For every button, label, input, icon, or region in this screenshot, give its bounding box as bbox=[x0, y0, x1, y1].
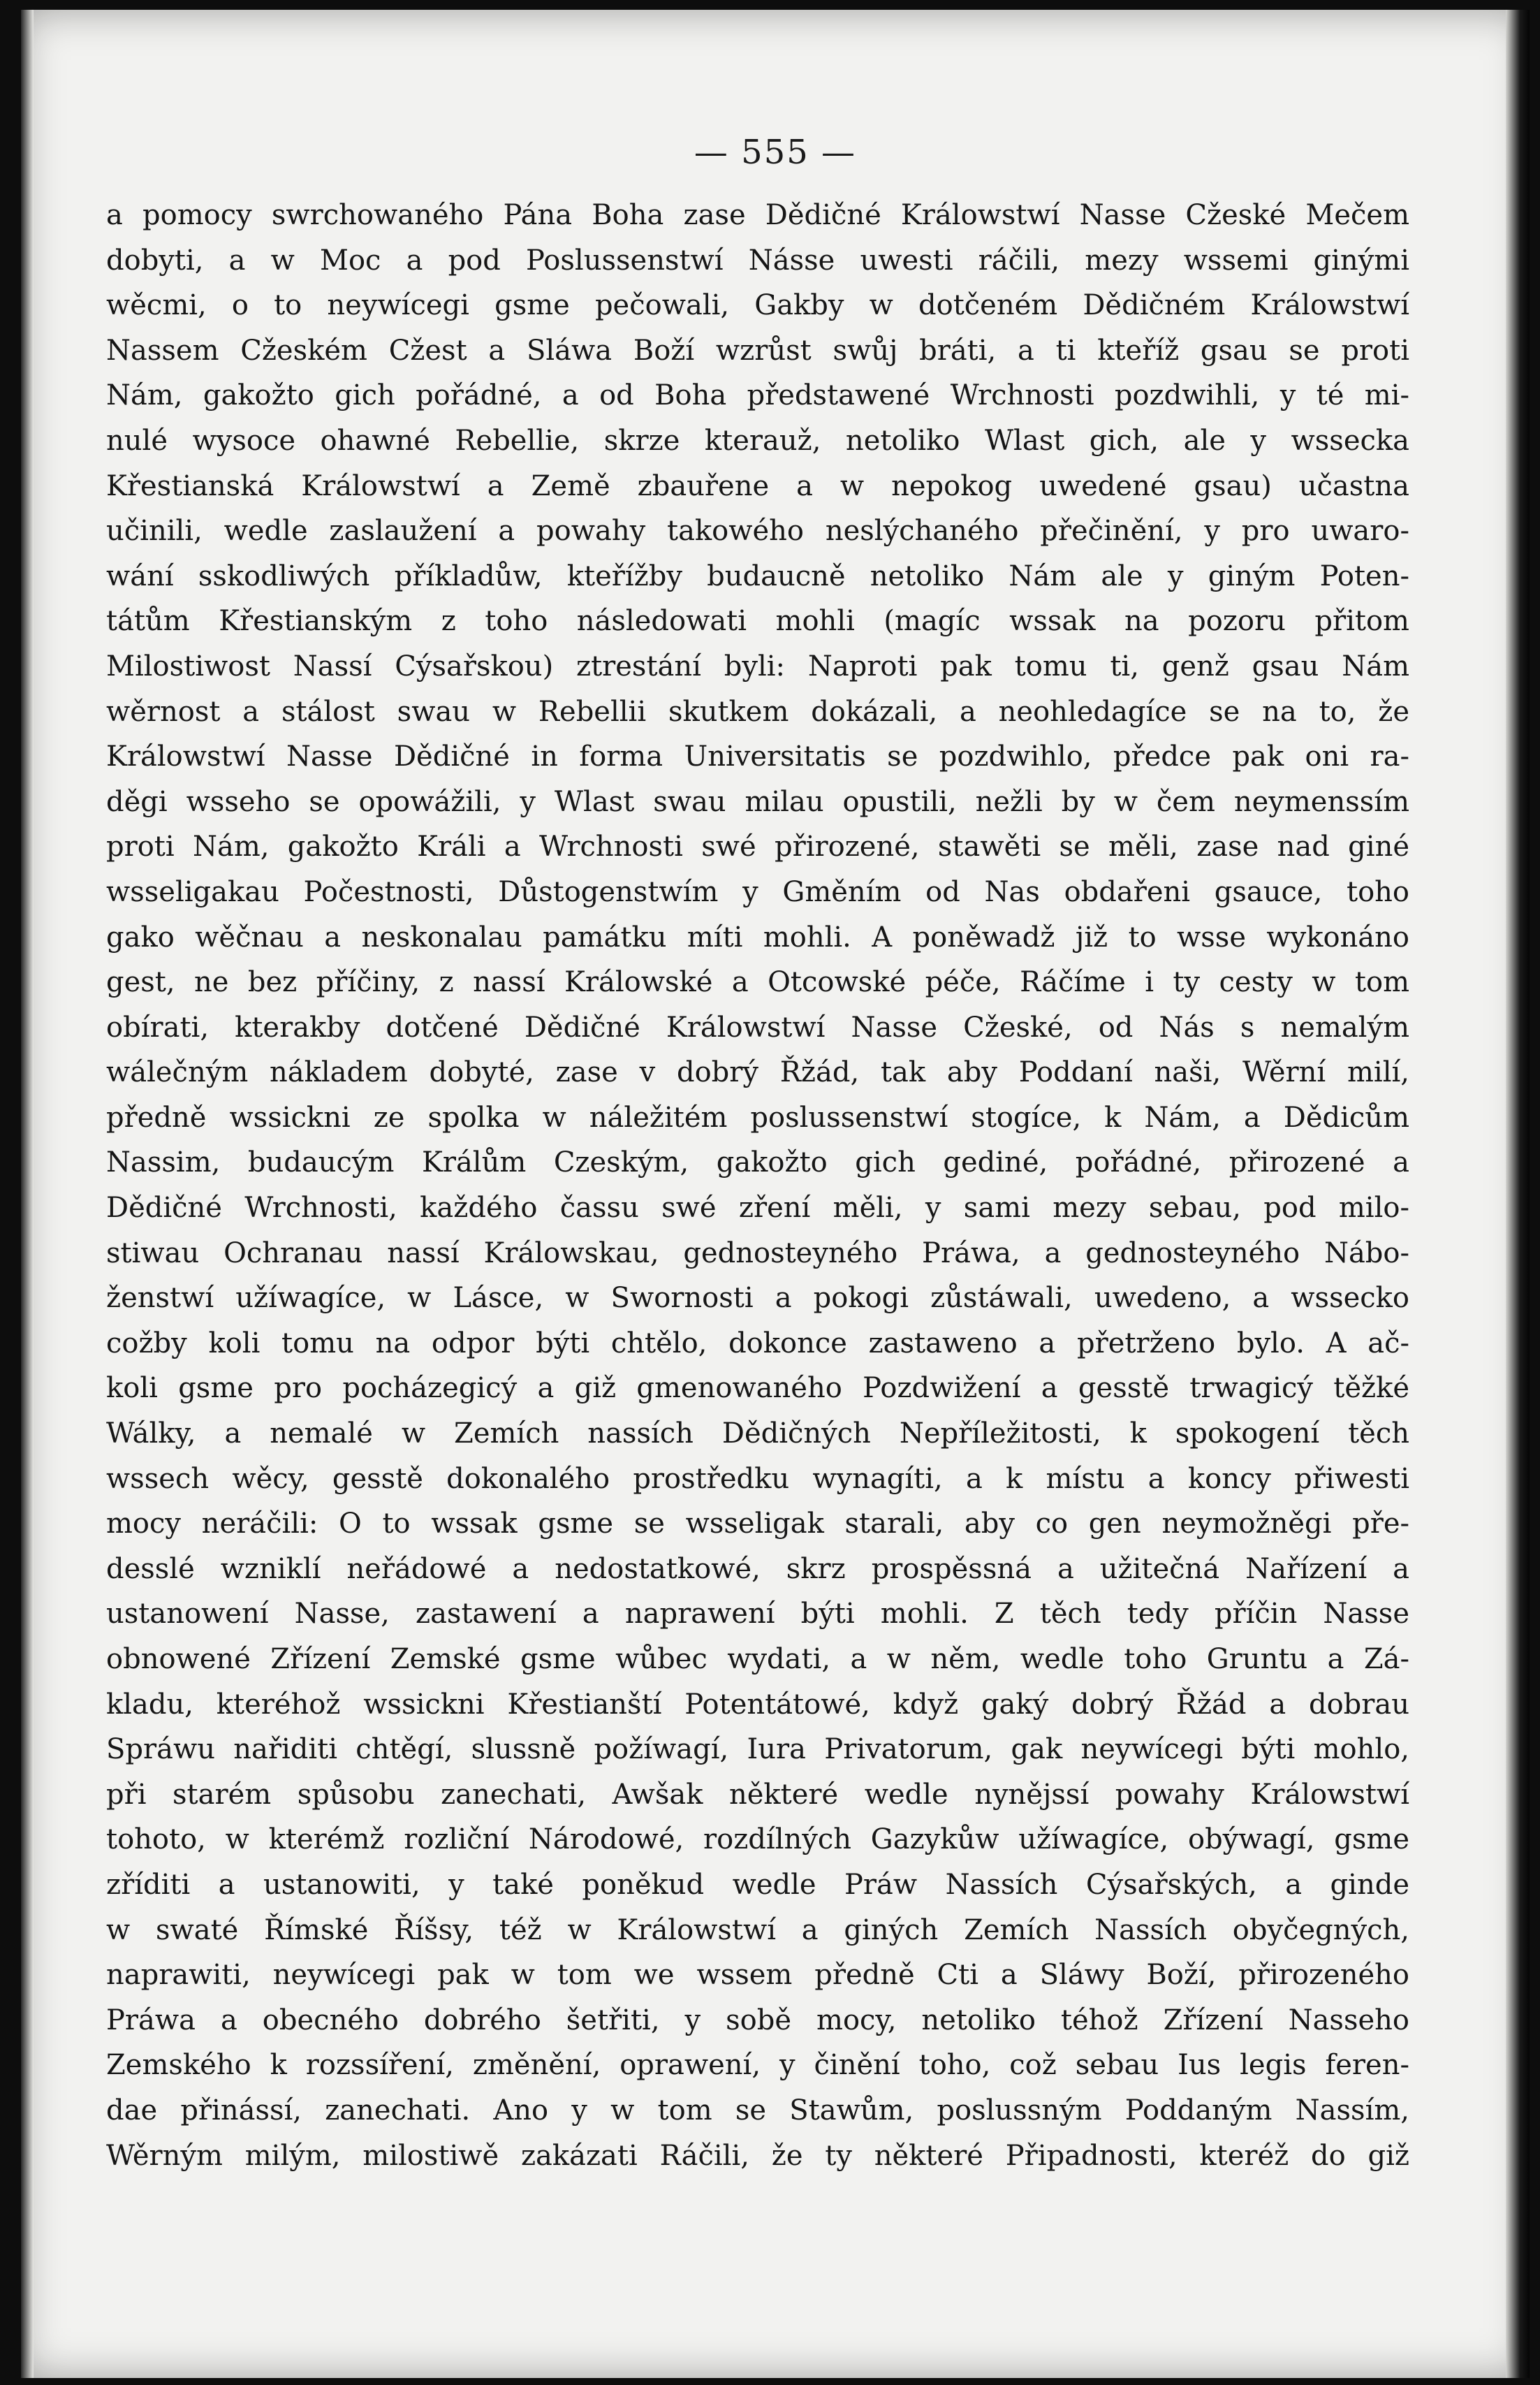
text-line: kladu, kteréhož wssickni Křestianští Potentátowé, když gaký dobrý Řžád a dobrau bbox=[106, 1688, 1409, 1721]
text-line: wssech wěcy, gesstě dokonalého prostředku wynagíti, a k místu a koncy přiwesti bbox=[106, 1462, 1409, 1495]
text-line: wěcmi, o to neywícegi gsme pečowali, Gakby w dotčeném Dědičném Králowstwí bbox=[106, 289, 1409, 322]
text-line: wálečným nákladem dobyté, zase v dobrý Řžád, tak aby Poddaní naši, Wěrní milí, bbox=[106, 1056, 1409, 1089]
text-line: Nám, gakožto gich pořádné, a od Boha předstawené Wrchnosti pozdwihli, y té mi- bbox=[106, 379, 1409, 412]
text-line: a pomocy swrchowaného Pána Boha zase Dědičné Králowstwí Nasse Cžeské Mečem bbox=[106, 199, 1409, 231]
text-line: cožby koli tomu na odpor býti chtělo, dokonce zastaweno a přetrženo bylo. A ač- bbox=[106, 1327, 1409, 1359]
text-line: proti Nám, gakožto Králi a Wrchnosti swé přirozené, stawěti se měli, zase nad giné bbox=[106, 831, 1409, 863]
text-line: tátům Křestianským z toho následowati mohli (magíc wssak na pozoru přitom bbox=[106, 605, 1409, 638]
text-line: Milostiwost Nassí Cýsařskou) ztrestání byli: Naproti pak tomu ti, genž gsau Nám bbox=[106, 650, 1409, 683]
text-line: zříditi a ustanowiti, y také poněkud wedle Práw Nassích Cýsařských, a ginde bbox=[106, 1868, 1409, 1901]
body-text bbox=[106, 193, 1409, 2178]
text-line: dae přinássí, zanechati. Ano y w tom se Stawům, poslussným Poddaným Nassím, bbox=[106, 2094, 1409, 2127]
text-line: Wálky, a nemalé w Zemích nassích Dědičných Nepříležitosti, k spokogení těch bbox=[106, 1417, 1409, 1450]
text-line: Zemského k rozssíření, změnění, oprawení, y činění toho, což sebau Ius legis feren- bbox=[106, 2049, 1409, 2082]
text-line: naprawiti, neywícegi pak w tom we wssem předně Cti a Sláwy Boží, přirozeného bbox=[106, 1959, 1409, 1992]
text-line: w swaté Římské Říšsy, též w Králowstwí a giných Zemích Nassích obyčegných, bbox=[106, 1913, 1409, 1946]
text-line: ustanowení Nasse, zastawení a naprawení býti mohli. Z těch tedy příčin Nasse bbox=[106, 1598, 1409, 1631]
document-page bbox=[21, 10, 1530, 2378]
text-line: Králowstwí Nasse Dědičné in forma Universitatis se pozdwihlo, předce pak oni ra- bbox=[106, 741, 1409, 773]
text-line: gako wěčnau a neskonalau památku míti mohli. A poněwadž již to wsse wykonáno bbox=[106, 921, 1409, 954]
text-line: děgi wsseho se opowážili, y Wlast swau milau opustili, nežli by w čem neymenssím bbox=[106, 785, 1409, 818]
text-line: desslé wzniklí neřádowé a nedostatkowé, skrz prospěssná a užitečná Nařízení a bbox=[106, 1552, 1409, 1585]
text-line: obírati, kterakby dotčené Dědičné Králowstwí Nasse Cžeské, od Nás s nemalým bbox=[106, 1011, 1409, 1044]
text-line: mocy neráčili: O to wssak gsme se wsseligak starali, aby co gen neymožněgi pře- bbox=[106, 1508, 1409, 1540]
text-line: ženstwí užíwagíce, w Lásce, w Swornosti a pokogi zůstáwali, uwedeno, a wssecko bbox=[106, 1282, 1409, 1315]
text-line: Křestianská Králowstwí a Země zbauřene a w nepokog uwedené gsau) učastna bbox=[106, 469, 1409, 502]
page-number: — 555 — bbox=[694, 133, 857, 172]
text-line: při starém spůsobu zanechati, Awšak některé wedle nynějssí powahy Králowstwí bbox=[106, 1778, 1409, 1811]
page-binding-edge bbox=[1506, 10, 1530, 2378]
text-line: Nassim, budaucým Králům Czeským, gakožto gich gediné, pořádné, přirozené a bbox=[106, 1146, 1409, 1179]
text-line: wání sskodliwých příkladůw, kteřížby budaucně netoliko Nám ale y giným Poten- bbox=[106, 560, 1409, 592]
text-line: Wěrným milým, milostiwě zakázati Ráčili, že ty některé Připadnosti, kteréž do giž bbox=[106, 2139, 1409, 2172]
text-line: Práwa a obecného dobrého šetřiti, y sobě mocy, netoliko téhož Zřízení Nasseho bbox=[106, 2004, 1409, 2036]
text-line: učinili, wedle zaslaužení a powahy takowého neslýchaného přečinění, y pro uwaro- bbox=[106, 515, 1409, 548]
page-left-shadow bbox=[21, 10, 34, 2378]
text-line: wsseligakau Počestnosti, Důstogenstwím y Gměním od Nas obdařeni gsauce, toho bbox=[106, 875, 1409, 908]
text-line: obnowené Zřízení Zemské gsme wůbec wydati, a w něm, wedle toho Gruntu a Zá- bbox=[106, 1643, 1409, 1675]
text-line: Dědičné Wrchnosti, každého čassu swé zření měli, y sami mezy sebau, pod milo- bbox=[106, 1192, 1409, 1225]
text-line: nulé wysoce ohawné Rebellie, skrze kterauž, netoliko Wlast gich, ale y wssecka bbox=[106, 424, 1409, 457]
text-line: tohoto, w kterémž rozliční Národowé, rozdílných Gazykůw užíwagíce, obýwagí, gsme bbox=[106, 1823, 1409, 1856]
text-line: předně wssickni ze spolka w náležitém poslussenstwí stogíce, k Nám, a Dědicům bbox=[106, 1101, 1409, 1134]
text-line: stiwau Ochranau nassí Králowskau, gednosteyného Práwa, a gednosteyného Nábo- bbox=[106, 1237, 1409, 1269]
text-line: wěrnost a stálost swau w Rebellii skutkem dokázali, a neohledagíce se na to, že bbox=[106, 695, 1409, 728]
text-line: dobyti, a w Moc a pod Poslussenstwí Násse uwesti ráčili, mezy wssemi ginými bbox=[106, 244, 1409, 277]
text-line: gest, ne bez příčiny, z nassí Králowské a Otcowské péče, Ráčíme i ty cesty w tom bbox=[106, 966, 1409, 999]
text-line: koli gsme pro pocházegicý a giž gmenowaného Pozdwižení a gesstě trwagicý těžké bbox=[106, 1372, 1409, 1405]
text-line: Spráwu nařiditi chtěgí, slussně požíwagí, Iura Privatorum, gak neywícegi býti mohlo, bbox=[106, 1733, 1409, 1766]
text-line: Nassem Cžeském Cžest a Sláwa Boží wzrůst swůj bráti, a ti kteříž gsau se proti bbox=[106, 334, 1409, 367]
